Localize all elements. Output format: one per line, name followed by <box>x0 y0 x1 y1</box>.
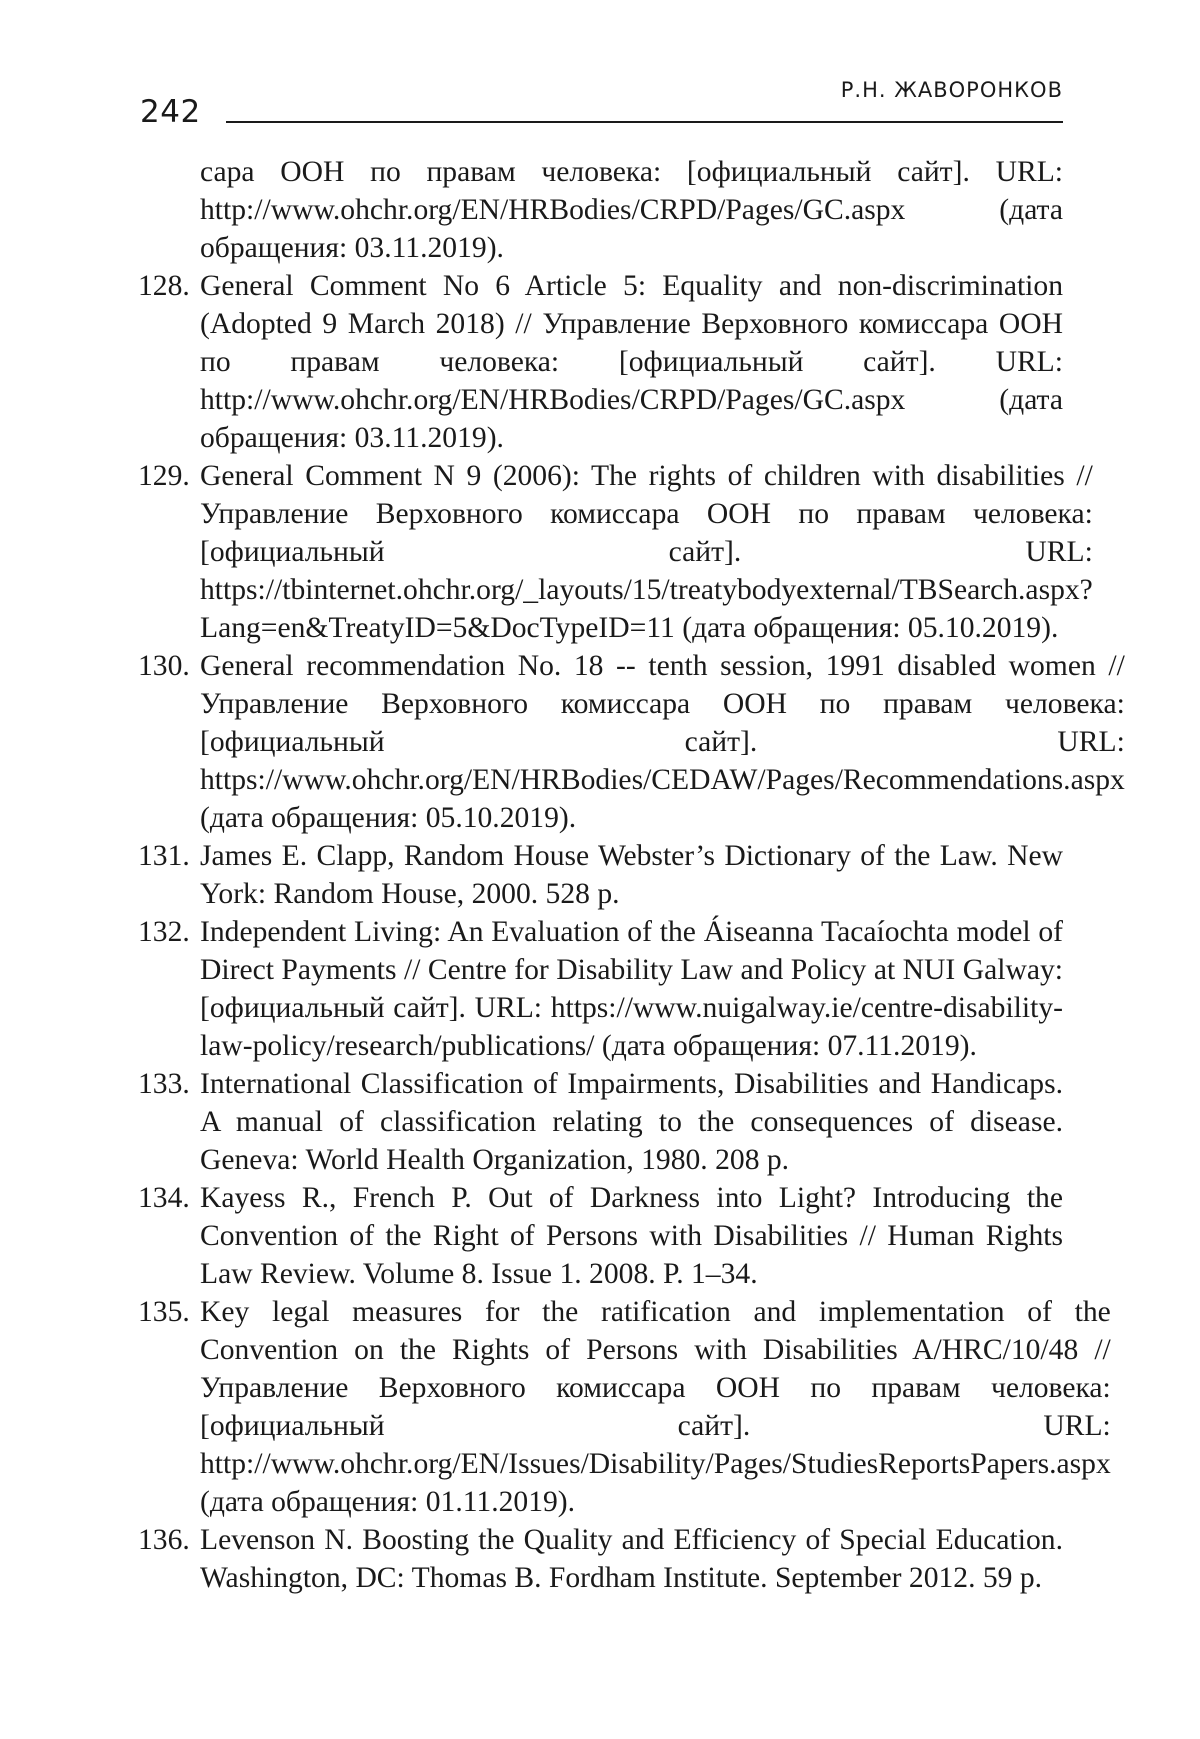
reference-number: 134. <box>138 1182 190 1214</box>
reference-text: Key legal measures for the ratification and implementation of the Convention on the Rights of Persons with Disabilities A/HRC/10/48 // Управление Верховного комиссара ООН по правам человека: [официальный сайт]. URL: http://www.ohchr.org/EN/Issues/Disability/Pages/StudiesReportsPapers.aspx (дата обращения: 01.11.2019). <box>200 1296 1111 1518</box>
reference-number: 135. <box>138 1296 190 1328</box>
reference-text: Levenson N. Boosting the Quality and Efficiency of Special Education. Washington, DC: Thomas B. Fordham Institute. September 2012. 59 p. <box>200 1524 1063 1594</box>
reference-text: Kayess R., French P. Out of Darkness into Light? Introducing the Convention of the Right of Persons with Disabilities // Human Rights Law Review. Volume 8. Issue 1. 2008. P. 1–34. <box>200 1182 1063 1290</box>
reference-item <box>138 267 1063 457</box>
reference-item <box>138 457 1093 647</box>
reference-number: 128. <box>138 270 190 302</box>
reference-text: General Comment No 6 Article 5: Equality and non-discrimination (Adopted 9 March 2018) // Управление Верховного комиссара ООН по правам человека: [официальный сайт]. URL: http://www.ohchr.org/EN/HRBodies/CRPD/Pages/GC.aspx (дата обращения: 03.11.2019). <box>200 270 1063 454</box>
reference-item <box>138 1293 1111 1521</box>
reference-item <box>138 1521 1063 1597</box>
reference-text: сара ООН по правам человека: [официальный сайт]. URL: http://www.ohchr.org/EN/HRBodies/CRPD/Pages/GC.aspx (дата обращения: 03.11.2019). <box>200 156 1063 264</box>
reference-list <box>138 153 1125 1597</box>
reference-item <box>138 153 1063 267</box>
reference-text: General recommendation No. 18 -- tenth session, 1991 disabled women // Управление Верховного комиссара ООН по правам человека: [официальный сайт]. URL: https://www.ohchr.org/EN/HRBodies/CEDAW/Pages/Recommendations.aspx (дата обращения: 05.10.2019). <box>200 650 1125 834</box>
reference-text: International Classification of Impairments, Disabilities and Handicaps. A manual of classification relating to the consequences of disease. Geneva: World Health Organization, 1980. 208 p. <box>200 1068 1063 1176</box>
reference-text: General Comment N 9 (2006): The rights of children with disabilities // Управление Верховного комиссара ООН по правам человека: [официальный сайт]. URL: https://tbinternet.ohchr.org/_layouts/15/treatybodyexternal/TBSearch.aspx?Lang=en&TreatyID=5&DocTypeID=11 (дата обращения: 05.10.2019). <box>200 460 1093 644</box>
running-head: Р.Н. ЖАВОРОНКОВ <box>840 78 1063 102</box>
header-rule <box>226 121 1063 123</box>
page-number: 242 <box>140 94 201 130</box>
reference-item <box>138 1065 1063 1179</box>
reference-item <box>138 837 1063 913</box>
reference-item <box>138 913 1063 1065</box>
reference-text: Independent Living: An Evaluation of the Áiseanna Tacaíochta model of Direct Payments // Centre for Disability Law and Policy at NUI Galway: [официальный сайт]. URL: https://www.nuigalway.ie/centre-disability-law-policy/research/publications/ (дата обращения: 07.11.2019). <box>200 916 1063 1062</box>
reference-item <box>138 647 1125 837</box>
reference-item <box>138 1179 1063 1293</box>
reference-number: 129. <box>138 460 190 492</box>
reference-number: 132. <box>138 916 190 948</box>
reference-number: 136. <box>138 1524 190 1556</box>
reference-number: 130. <box>138 650 190 682</box>
reference-text: James E. Clapp, Random House Webster’s Dictionary of the Law. New York: Random House, 2000. 528 p. <box>200 840 1063 910</box>
reference-number: 133. <box>138 1068 190 1100</box>
reference-number: 131. <box>138 840 190 872</box>
